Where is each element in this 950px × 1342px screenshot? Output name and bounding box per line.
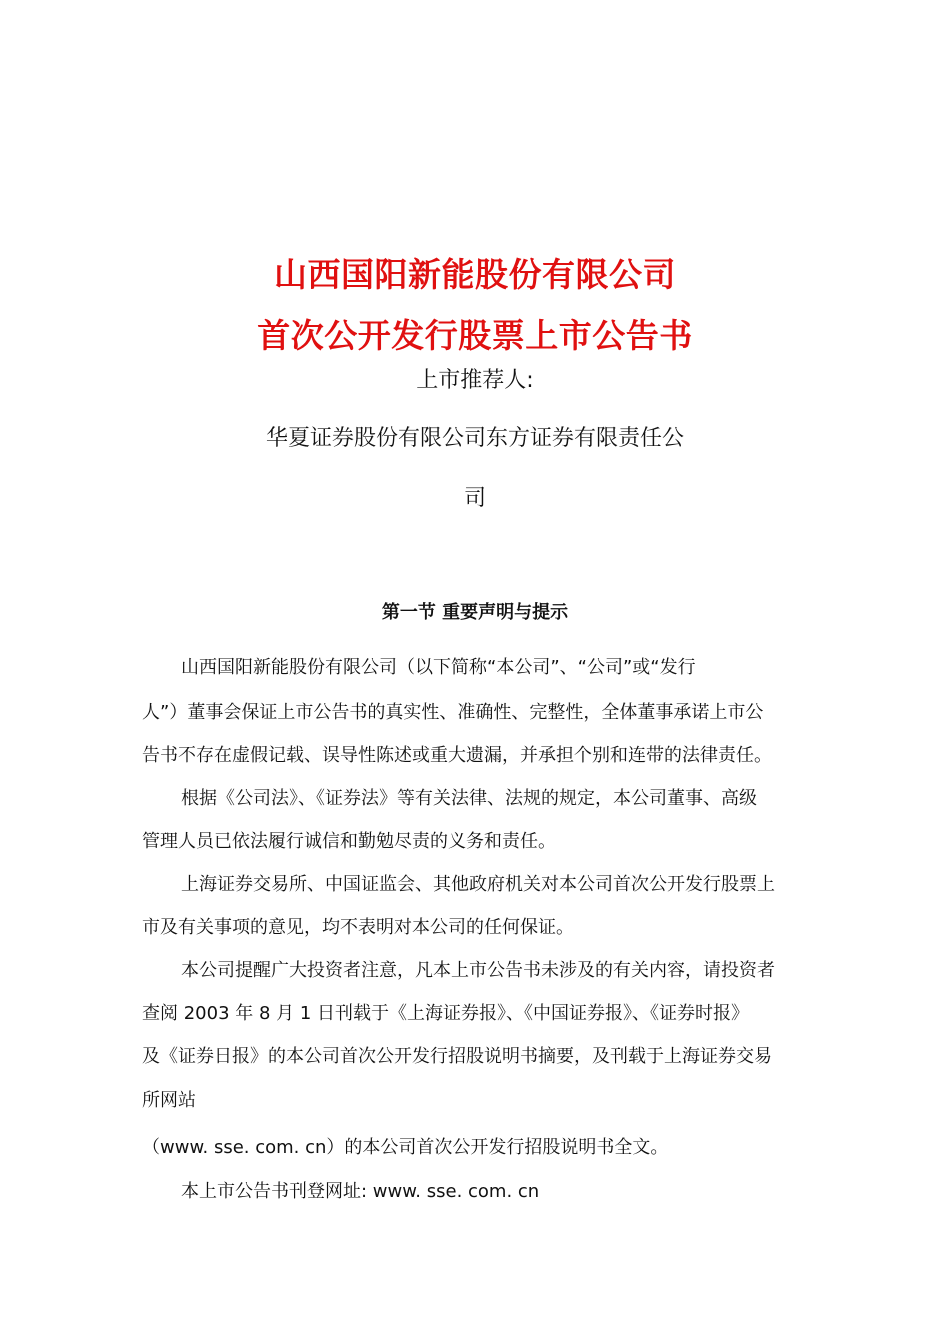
section-heading: 第一节 重要声明与提示: [381, 602, 569, 623]
paragraph-3-line: 上海证券交易所、中国证监会、其他政府机关对本公司首次公开发行股票上: [181, 874, 775, 895]
paragraph-4-line: 查阅 2003 年 8 月 1 日刊载于《上海证券报》、《中国证券报》、《证券时报》: [142, 1003, 750, 1024]
paragraph-3-line: 市及有关事项的意见，均不表明对本公司的任何保证。: [142, 917, 574, 938]
paragraph-2-line: 根据《公司法》、《证券法》等有关法律、法规的规定，本公司董事、高级: [181, 788, 757, 809]
sponsor-name-line-2: 司: [463, 486, 486, 511]
sponsor-label: 上市推荐人:: [416, 368, 534, 393]
document-title-line-2: 首次公开发行股票上市公告书: [257, 316, 693, 355]
paragraph-1-line: 人”）董事会保证上市公告书的真实性、准确性、完整性，全体董事承诺上市公: [142, 702, 764, 723]
paragraph-4-line: 所网站: [142, 1090, 196, 1111]
paragraph-5-line: 本上市公告书刊登网址: www. sse. com. cn: [181, 1181, 540, 1202]
paragraph-4-line: 及《证券日报》的本公司首次公开发行招股说明书摘要，及刊载于上海证券交易: [142, 1046, 772, 1067]
paragraph-2-line: 管理人员已依法履行诚信和勤勉尽责的义务和责任。: [142, 831, 556, 852]
paragraph-1-line: 山西国阳新能股份有限公司（以下简称“本公司”、“公司”或“发行: [181, 657, 696, 678]
document-title-line-1: 山西国阳新能股份有限公司: [274, 255, 676, 294]
paragraph-1-line: 告书不存在虚假记载、误导性陈述或重大遗漏，并承担个别和连带的法律责任。: [142, 745, 772, 766]
paragraph-4-line: 本公司提醒广大投资者注意，凡本上市公告书未涉及的有关内容，请投资者: [181, 960, 775, 981]
sponsor-name-line-1: 华夏证券股份有限公司东方证券有限责任公: [265, 426, 684, 451]
paragraph-4-line: （www. sse. com. cn）的本公司首次公开发行招股说明书全文。: [142, 1137, 669, 1158]
